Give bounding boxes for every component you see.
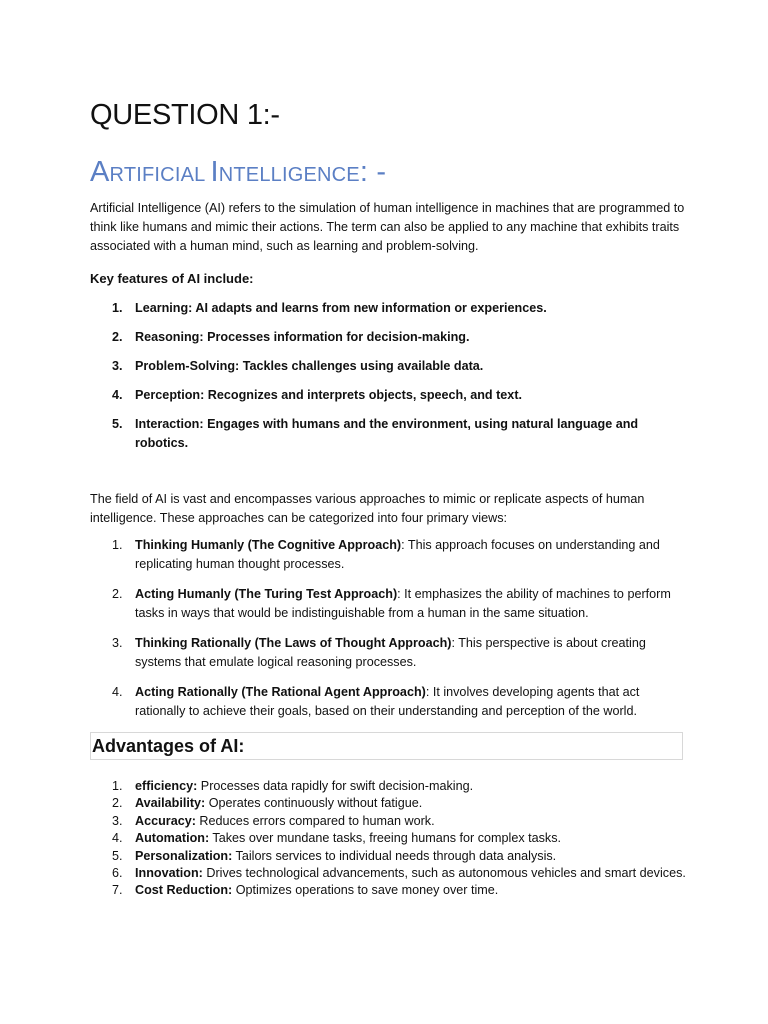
section-title-suffix: : - xyxy=(359,156,387,188)
advantages-heading: Advantages of AI: xyxy=(90,732,683,760)
section-title-word-1: ARTIFICIAL xyxy=(90,156,211,188)
key-features-heading: Key features of AI include: xyxy=(90,271,254,286)
views-list xyxy=(90,536,690,721)
list-item: 6. Innovation: Drives technological advancements, such as autonomous vehicles and smart devices. xyxy=(112,866,686,881)
list-item: 4. Automation: Takes over mundane tasks, freeing humans for complex tasks. xyxy=(112,831,562,846)
list-item: 2. Reasoning: Processes information for decision-making. xyxy=(112,330,470,344)
list-item: 4. Acting Rationally (The Rational Agent Approach): It involves developing agents that act rationally to achieve their goals, based on their understanding and perception of the world. xyxy=(112,685,640,718)
list-item: 3. Accuracy: Reduces errors compared to human work. xyxy=(112,813,435,828)
list-item: 1. Thinking Humanly (The Cognitive Approach): This approach focuses on understanding and replicating human thought processes. xyxy=(112,538,660,571)
section-title-word-2: INTELLIGENCE xyxy=(210,156,360,188)
list-item: 1. Learning: AI adapts and learns from new information or experiences. xyxy=(112,301,547,315)
section-title xyxy=(90,154,690,193)
document-body xyxy=(90,96,690,900)
list-item: 3. Problem-Solving: Tackles challenges using available data. xyxy=(112,359,484,373)
list-item: 5. Personalization: Tailors services to individual needs through data analysis. xyxy=(112,848,557,863)
list-item: 2. Availability: Operates continuously without fatigue. xyxy=(112,796,423,811)
list-item: 3. Thinking Rationally (The Laws of Thought Approach): This perspective is about creating systems that emulate logical reasoning processes. xyxy=(112,636,646,669)
list-item: 5. Interaction: Engages with humans and the environment, using natural language and robotics. xyxy=(112,417,639,450)
key-features-list xyxy=(90,299,690,453)
list-item: 4. Perception: Recognizes and interprets objects, speech, and text. xyxy=(112,388,523,402)
views-intro-paragraph: The field of AI is vast and encompasses various approaches to mimic or replicate aspects of human intelligence. These approaches can be categorized into four primary views: xyxy=(90,492,645,525)
intro-paragraph: Artificial Intelligence (AI) refers to the simulation of human intelligence in machines that are programmed to think like humans and mimic their actions. The term can also be applied to any machine that exhibits traits associated with a human mind, such as learning and problem-solving. xyxy=(90,201,685,253)
advantages-list xyxy=(90,778,690,900)
list-item: 7. Cost Reduction: Optimizes operations to save money over time. xyxy=(112,883,499,898)
list-item: 1. efficiency: Processes data rapidly for swift decision-making. xyxy=(112,779,474,793)
question-title: QUESTION 1:- xyxy=(90,99,280,131)
list-item: 2. Acting Humanly (The Turing Test Approach): It emphasizes the ability of machines to perform tasks in ways that would be indistinguishable from a human in the same situation. xyxy=(112,587,671,620)
